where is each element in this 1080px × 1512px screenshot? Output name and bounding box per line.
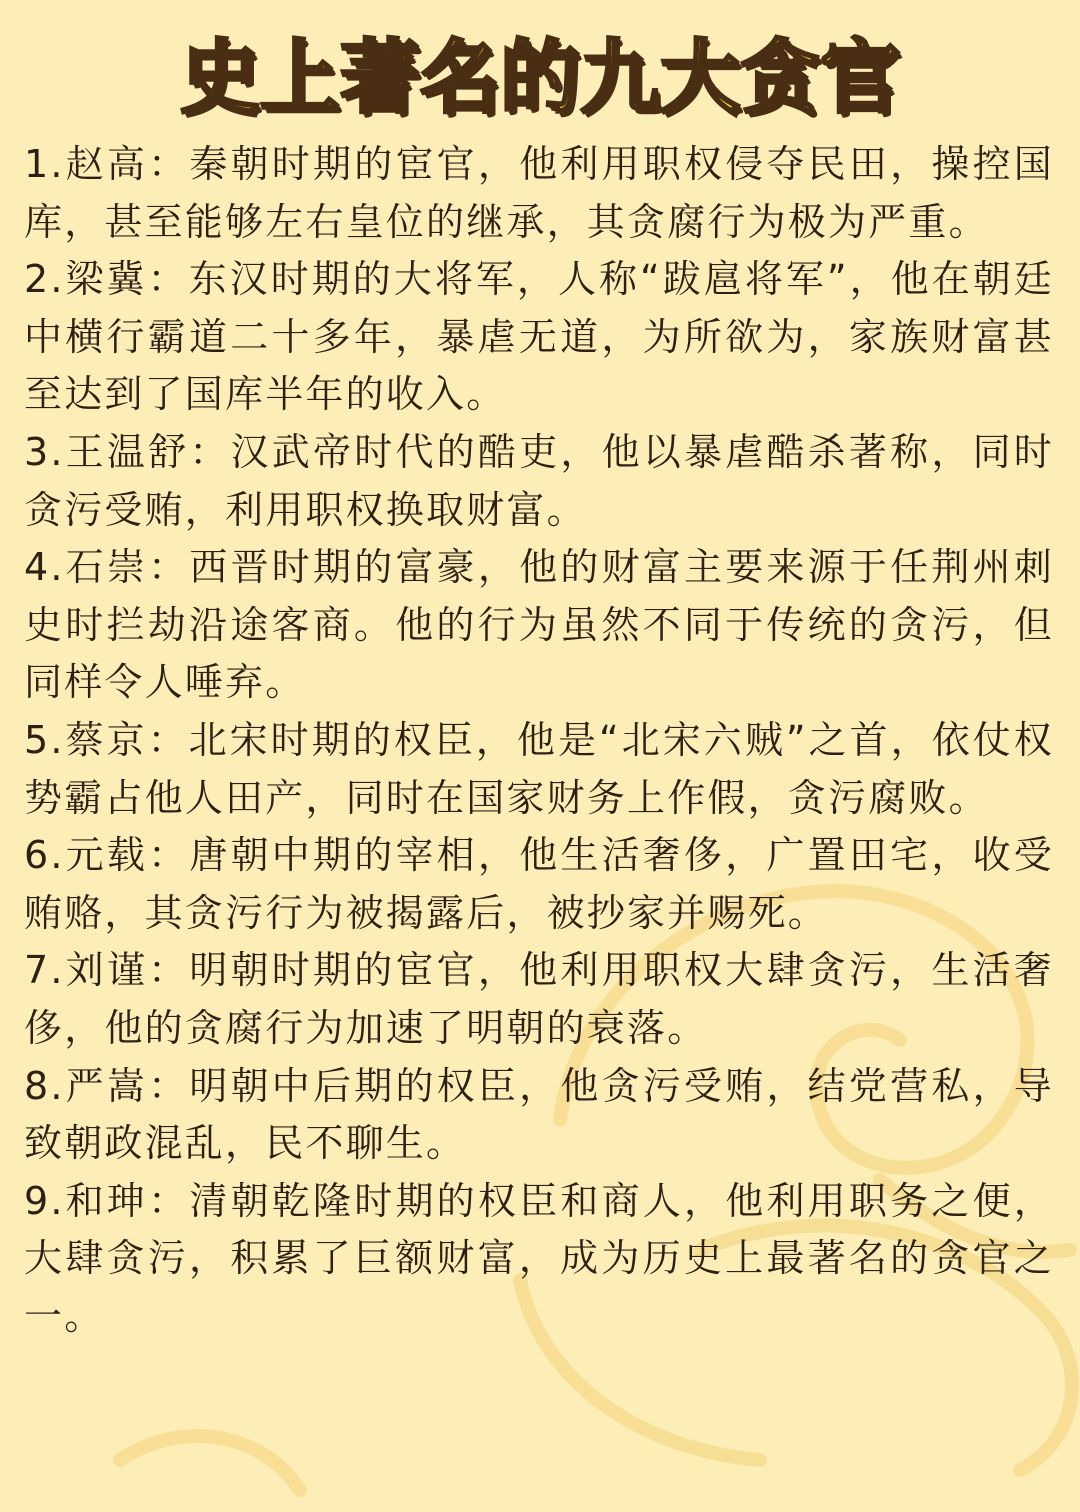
- page-title: 史上著名的九大贪官: [180, 31, 900, 124]
- list-item: 4.石崇：西晋时期的富豪，他的财富主要来源于任荆州刺史时拦劫沿途客商。他的行为虽然不同于传统的贪污，但同样令人唾弃。: [24, 545, 1054, 705]
- list-item: 5.蔡京：北宋时期的权臣，他是“北宋六贼”之首，依仗权势霸占他人田产，同时在国家财务上作假，贪污腐败。: [24, 717, 1054, 820]
- entry-list: [24, 136, 1054, 1345]
- list-item: 6.元载：唐朝中期的宰相，他生活奢侈，广置田宅，收受贿赂，其贪污行为被揭露后，被抄家并赐死。: [24, 833, 1054, 935]
- list-item: 9.和珅：清朝乾隆时期的权臣和商人，他利用职务之便，大肆贪污，积累了巨额财富，成为历史上最著名的贪官之一。: [24, 1178, 1054, 1338]
- list-item: 7.刘谨：明朝时期的宦官，他利用职权大肆贪污，生活奢侈，他的贪腐行为加速了明朝的衰落。: [24, 948, 1054, 1050]
- list-item: 1.赵高：秦朝时期的宦官，他利用职权侵夺民田，操控国库，甚至能够左右皇位的继承，其贪腐行为极为严重。: [24, 142, 1054, 244]
- list-item: 2.梁冀：东汉时期的大将军，人称“跋扈将军”，他在朝廷中横行霸道二十多年，暴虐无道，为所欲为，家族财富甚至达到了国库半年的收入。: [24, 257, 1054, 417]
- list-item: 8.严嵩：明朝中后期的权臣，他贪污受贿，结党营私，导致朝政混乱，民不聊生。: [24, 1063, 1054, 1166]
- list-item: 3.王温舒：汉武帝时代的酷吏，他以暴虐酷杀著称，同时贪污受贿，利用职权换取财富。: [24, 429, 1054, 532]
